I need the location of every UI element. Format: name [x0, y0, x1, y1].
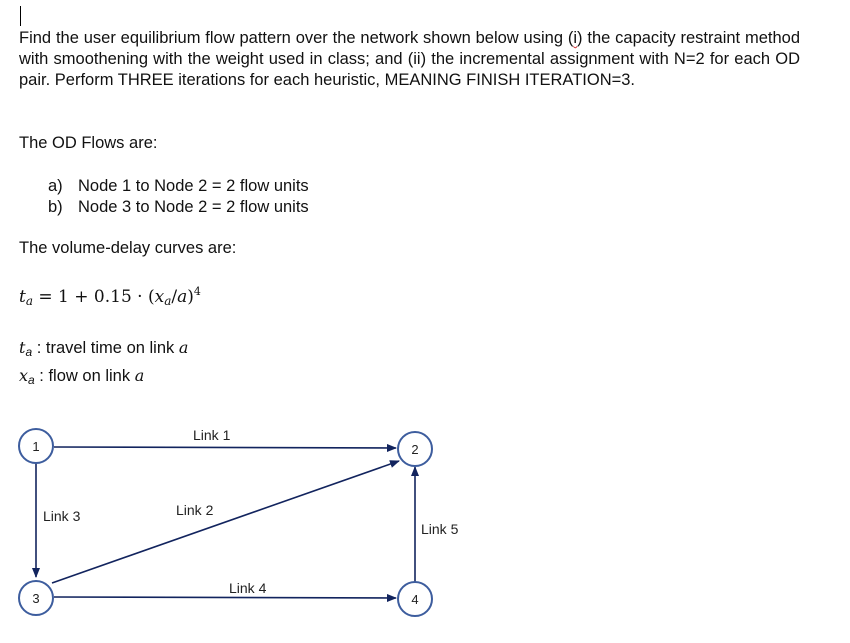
od-pair-text: Node 3 to Node 2 = 2 flow units	[78, 198, 309, 216]
list-marker: b)	[48, 198, 63, 216]
od-flows-heading: The OD Flows are:	[19, 134, 158, 152]
link-3-label: Link 3	[43, 508, 81, 524]
volume-delay-formula: $t_a = 1 + 0.15 \cdot (x_a/a)^4$	[19, 285, 201, 308]
link-labels	[43, 427, 459, 596]
list-marker: a)	[48, 177, 63, 195]
problem-statement: Find the user equilibrium flow pattern over the network shown below using (i) the capacity restraint method with smoothening with the weight used in class; and (ii) the incremental assignment with N=2 for each OD pair. Perform THREE iterations for each heuristic, MEANING FINISH ITERATION=3.	[19, 29, 800, 89]
link-4-edge	[54, 597, 396, 598]
link-2-edge	[52, 461, 399, 583]
edges	[36, 447, 415, 598]
spellcheck-mark: i	[573, 29, 578, 47]
od-pair-text: Node 1 to Node 2 = 2 flow units	[78, 177, 309, 195]
travel-time-definition: $t_a$ : travel time on link a	[19, 338, 189, 359]
link-4-label: Link 4	[229, 580, 267, 596]
node-2-label: 2	[411, 442, 419, 457]
node-3-label: 3	[32, 591, 40, 606]
flow-definition: $x_a$ : flow on link a	[19, 366, 145, 387]
volume-delay-heading: The volume-delay curves are:	[19, 239, 237, 257]
node-4-label: 4	[411, 592, 419, 607]
link-1-edge	[54, 447, 396, 448]
link-2-label: Link 2	[176, 502, 214, 518]
link-1-label: Link 1	[193, 427, 231, 443]
node-1-label: 1	[32, 439, 40, 454]
link-5-label: Link 5	[421, 521, 459, 537]
